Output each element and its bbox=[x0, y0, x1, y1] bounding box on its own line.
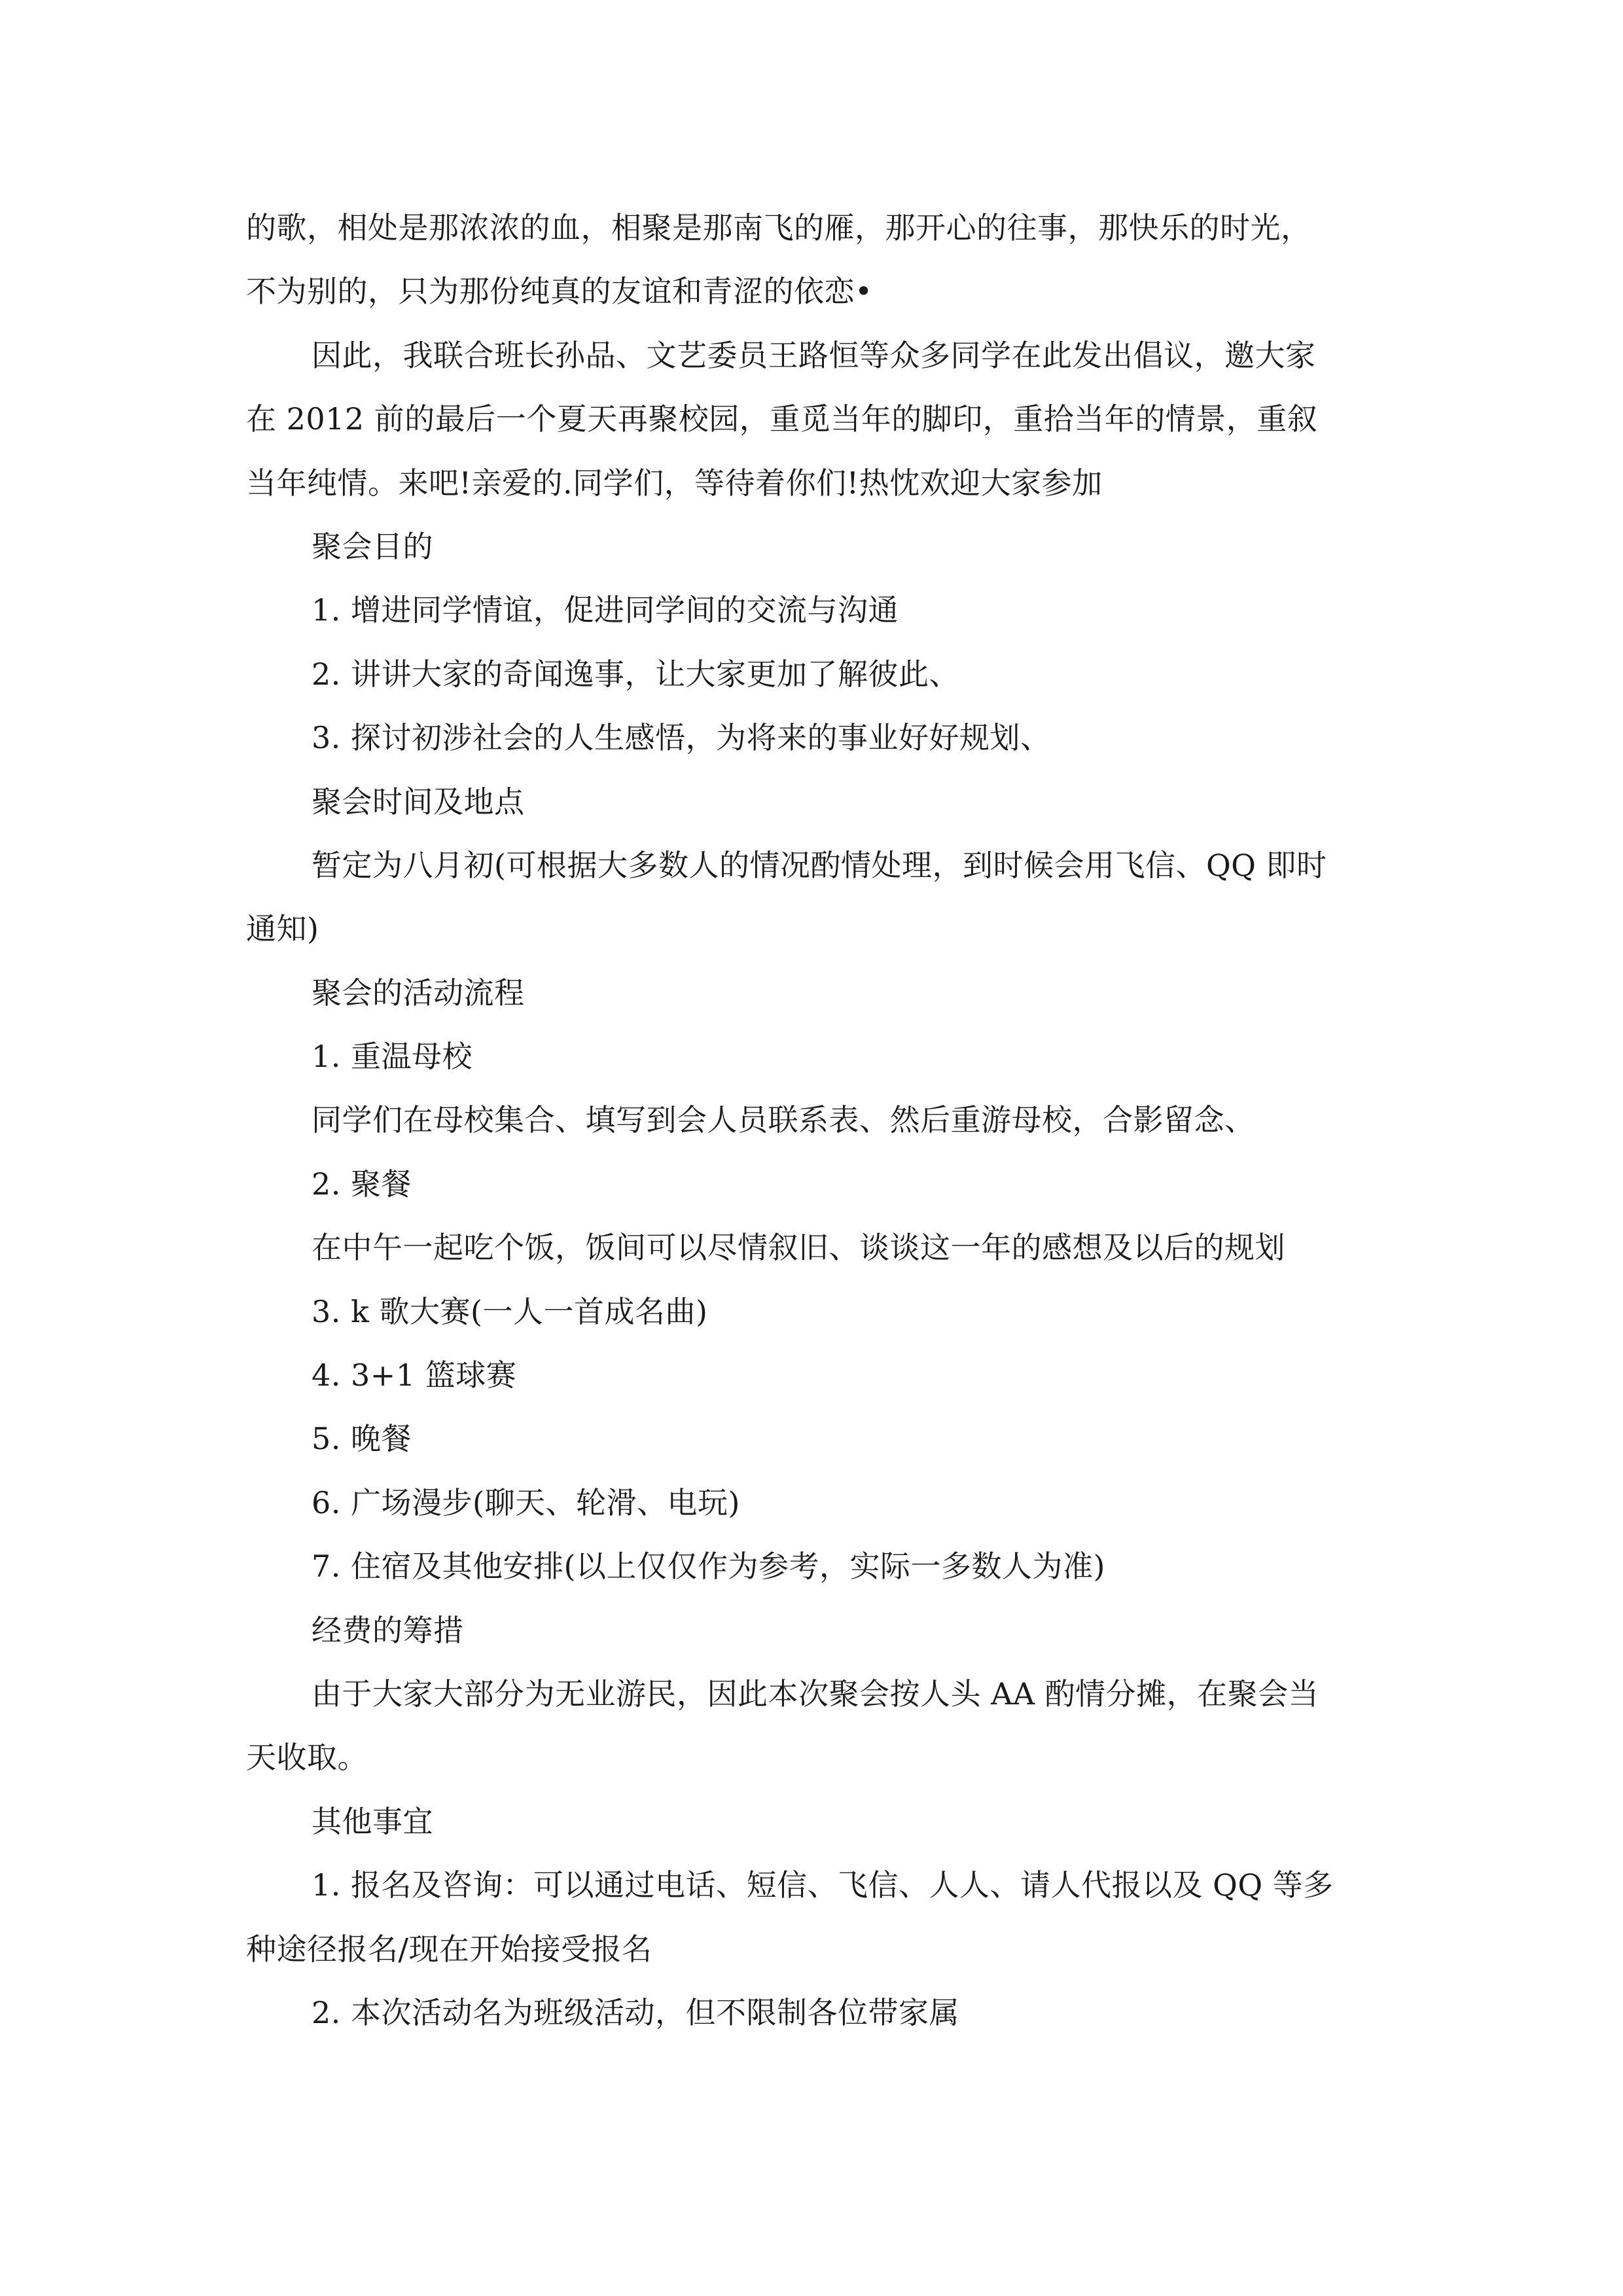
text-line: 通知) bbox=[246, 911, 319, 947]
text-line: 在 2012 前的最后一个夏天再聚校园，重觅当年的脚印，重拾当年的情景，重叙 bbox=[246, 401, 1318, 437]
text-line: 的歌，相处是那浓浓的血，相聚是那南飞的雁，那开心的往事，那快乐的时光， bbox=[246, 210, 1311, 245]
list-item: 5. 晚餐 bbox=[312, 1421, 412, 1457]
text-line: 同学们在母校集合、填写到会人员联系表、然后重游母校，合影留念、 bbox=[312, 1102, 1255, 1138]
text-line: 暂定为八月初(可根据大多数人的情况酌情处理，到时候会用飞信、QQ 即时 bbox=[312, 847, 1327, 883]
list-item: 1. 重温母校 bbox=[312, 1039, 473, 1075]
list-item: 6. 广场漫步(聊天、轮滑、电玩) bbox=[312, 1484, 740, 1520]
section-heading: 经费的筹措 bbox=[312, 1612, 464, 1648]
text-line: 天收取。 bbox=[246, 1740, 368, 1776]
text-line: 由于大家大部分为无业游民，因此本次聚会按人头 AA 酌情分摊，在聚会当 bbox=[312, 1676, 1319, 1712]
list-item: 2. 讲讲大家的奇闻逸事，让大家更加了解彼此、 bbox=[312, 656, 960, 692]
section-heading: 聚会时间及地点 bbox=[312, 783, 525, 819]
list-item: 3. 探讨初涉社会的人生感悟，为将来的事业好好规划、 bbox=[312, 720, 1051, 756]
list-item: 3. k 歌大赛(一人一首成名曲) bbox=[312, 1293, 708, 1329]
section-heading: 聚会目的 bbox=[312, 528, 433, 564]
section-heading: 聚会的活动流程 bbox=[312, 975, 525, 1011]
text-line: 不为别的，只为那份纯真的友谊和青涩的依恋• bbox=[246, 274, 873, 310]
section-heading: 其他事宜 bbox=[312, 1803, 433, 1839]
list-item: 2. 本次活动名为班级活动，但不限制各位带家属 bbox=[312, 1994, 960, 2030]
text-line: 种途径报名/现在开始接受报名 bbox=[246, 1931, 652, 1967]
list-item: 1. 报名及咨询：可以通过电话、短信、飞信、人人、请人代报以及 QQ 等多 bbox=[312, 1867, 1334, 1903]
list-item: 2. 聚餐 bbox=[312, 1166, 412, 1202]
document-page bbox=[246, 196, 1391, 2045]
text-line: 当年纯情。来吧!亲爱的.同学们，等待着你们!热忱欢迎大家参加 bbox=[246, 465, 1103, 501]
text-line: 在中午一起吃个饭，饭间可以尽情叙旧、谈谈这一年的感想及以后的规划 bbox=[312, 1230, 1285, 1266]
list-item: 1. 增进同学情谊，促进同学间的交流与沟通 bbox=[312, 592, 899, 628]
text-line: 因此，我联合班长孙品、文艺委员王路恒等众多同学在此发出倡议，邀大家 bbox=[312, 337, 1316, 373]
list-item: 7. 住宿及其他安排(以上仅仅作为参考，实际一多数人为准) bbox=[312, 1549, 1105, 1585]
list-item: 4. 3+1 篮球赛 bbox=[312, 1357, 517, 1393]
